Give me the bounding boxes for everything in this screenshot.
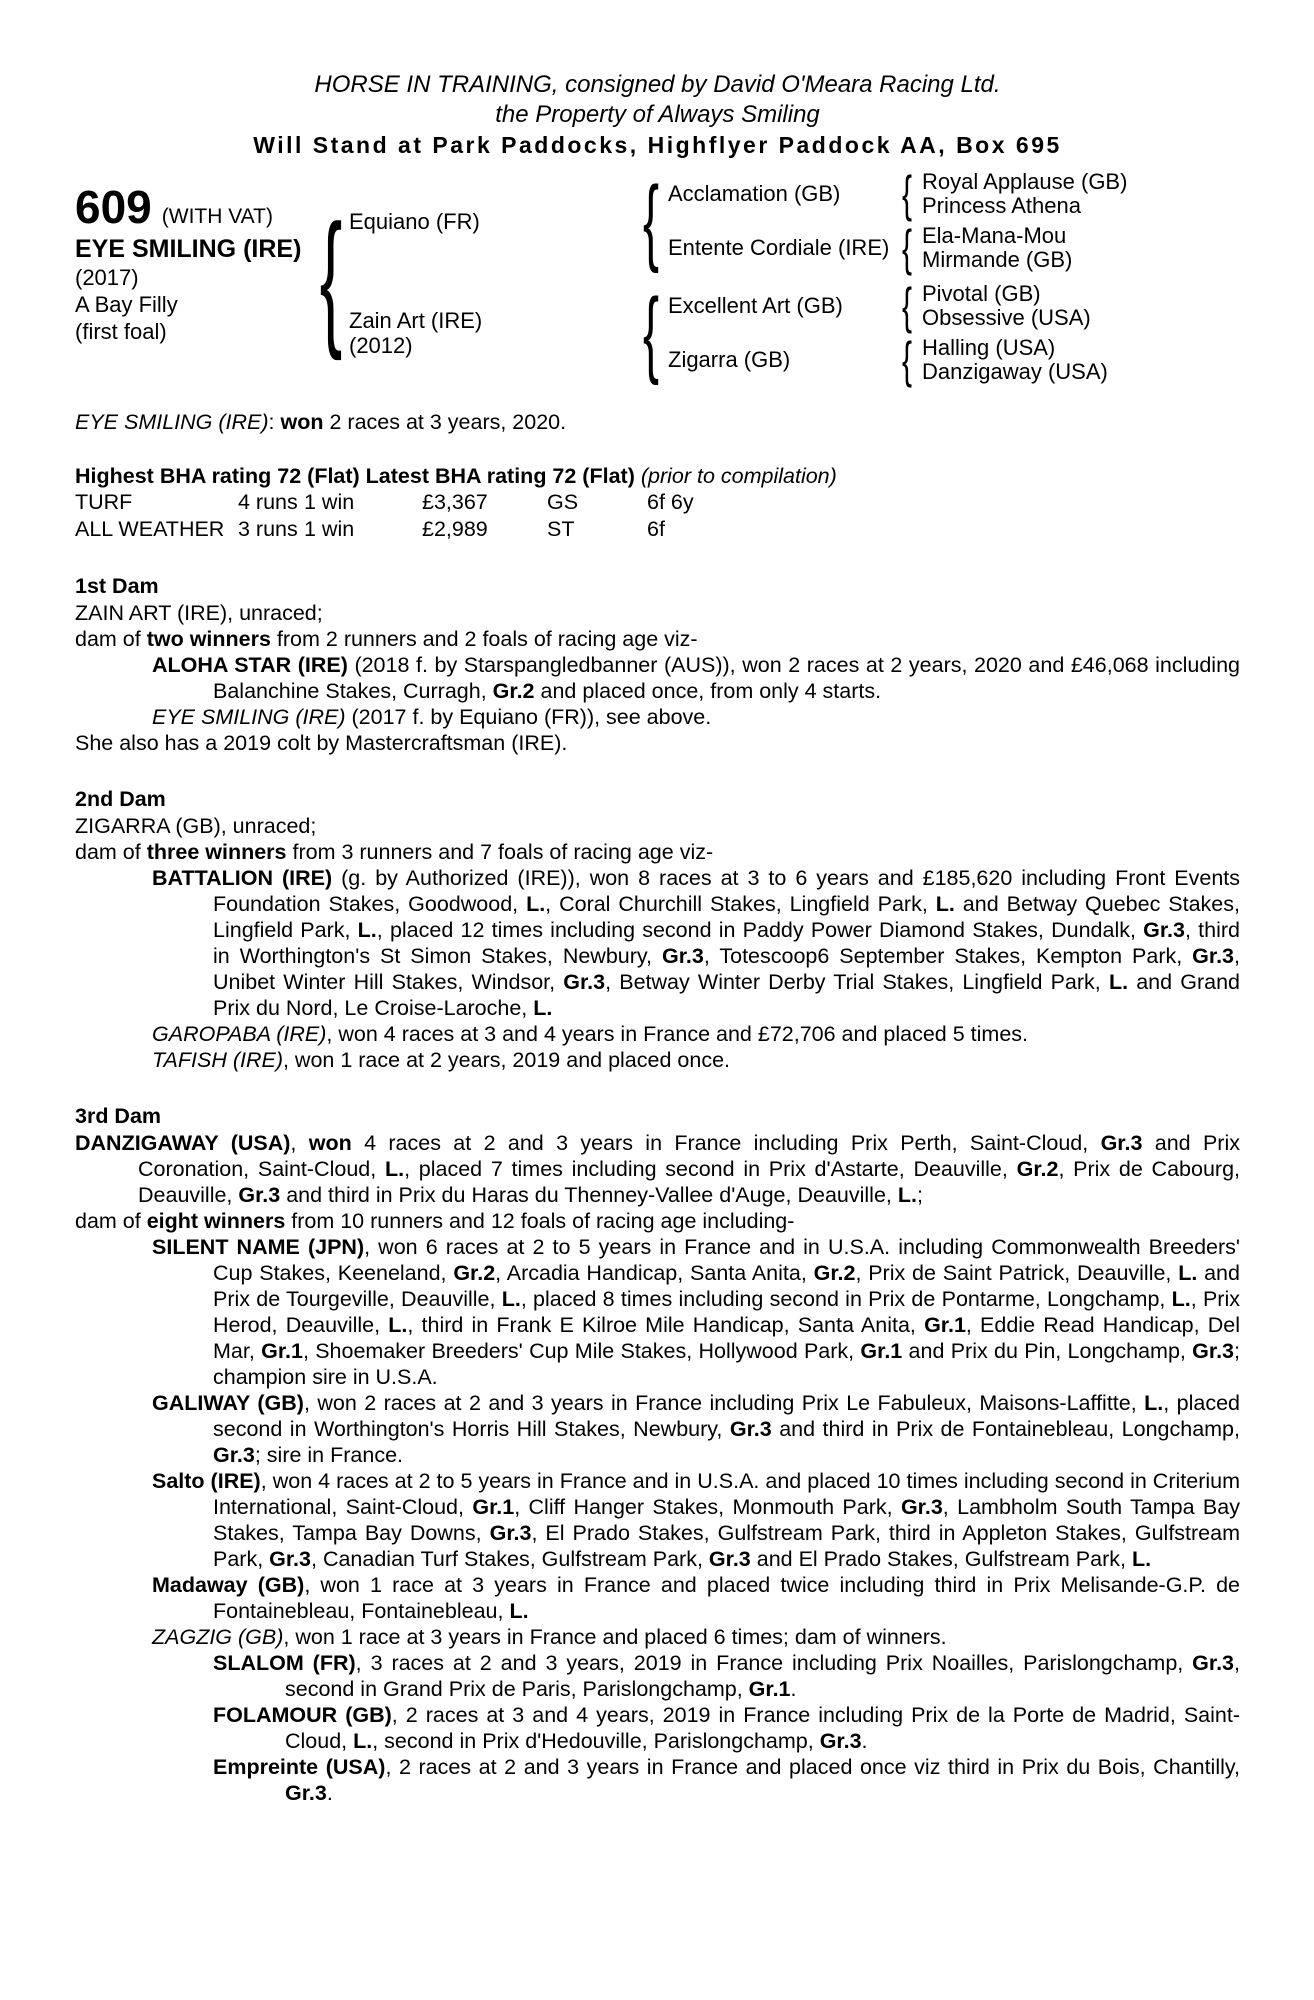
paragraph: She also has a 2019 colt by Mastercraftsman (IRE). (75, 731, 568, 755)
race-summary: EYE SMILING (IRE): won 2 races at 3 years, 2020. (75, 410, 567, 434)
property-line: the Property of Always Smiling (495, 101, 820, 128)
ancestor-name: Danzigaway (USA) (922, 359, 1108, 384)
sire-parents (668, 169, 1127, 273)
dam-sire-branch (668, 281, 1108, 331)
paragraph: SLALOM (FR), 3 races at 2 and 3 years, 2019 in France including Prix Noailles, Parislongchamp, Gr.3, second in Grand Prix de Paris, Parislongchamp, Gr.1. (213, 1651, 1240, 1701)
dam-dam-parents-brace (900, 335, 913, 385)
distance-cell: 6f (647, 517, 665, 541)
paragraph: ZAIN ART (IRE), unraced; (75, 601, 323, 625)
sire-dam-parents-brace (900, 223, 913, 273)
dam-sire-name: Excellent Art (GB) (668, 293, 843, 318)
earnings-cell: £3,367 (422, 490, 488, 514)
paragraph: Empreinte (USA), 2 races at 2 and 3 years in France and placed once viz third in Prix du Bois, Chantilly, Gr.3. (213, 1755, 1240, 1805)
distance-cell: 6f 6y (647, 490, 694, 514)
surface-cell: TURF (75, 490, 133, 514)
vat-note: (WITH VAT) (161, 205, 273, 228)
wins-cell: 1 win (304, 517, 355, 541)
sire-sire-parents-brace (900, 169, 913, 219)
section-3rd-dam (75, 1103, 1240, 1806)
horse-description: A Bay Filly (75, 292, 178, 317)
pedigree-branches (349, 169, 1127, 385)
paragraph: EYE SMILING (IRE) (2017 f. by Equiano (FR)), see above. (152, 705, 712, 729)
ancestor-name: Pivotal (GB) (922, 281, 1041, 306)
sire-parents-brace (643, 173, 660, 269)
sire-dam-branch (668, 223, 1127, 273)
table-row (75, 489, 1240, 516)
dam-sire-parents (922, 282, 1091, 330)
dam-sire-parents-brace (900, 281, 913, 331)
lot-info (75, 169, 313, 345)
surface-cell: ALL WEATHER (75, 517, 225, 541)
dam-name-block (349, 308, 634, 358)
wins-cell: 1 win (304, 490, 355, 514)
paragraph: dam of three winners from 3 runners and 7 foals of racing age viz- (75, 840, 714, 864)
going-cell: GS (547, 490, 579, 514)
paragraph: FOLAMOUR (GB), 2 races at 3 and 4 years, 2019 in France including Prix de la Porte de Madrid, Saint-Cloud, L., second in Prix d'Hedouville, Parislongchamp, Gr.3. (213, 1703, 1241, 1753)
ancestor-name: Mirmande (GB) (922, 247, 1073, 272)
horse-name: EYE SMILING (IRE) (75, 235, 302, 263)
paragraph: Salto (IRE), won 4 races at 2 to 5 years in France and in U.S.A. and placed 10 times including second in Criterium International, Saint-Cloud, Gr.1, Cliff Hanger Stakes, Monmouth Park, Gr.3, Lambholm South Tampa Bay Stakes, Tampa Bay Downs, Gr.3, El Prado Stakes, Gulfstream Park, third in Appleton Stakes, Gulfstream Park, Gr.3, Canadian Turf Stakes, Gulfstream Park, Gr.3 and El Prado Stakes, Gulfstream Park, L. (152, 1469, 1240, 1571)
section-title: 1st Dam (75, 574, 159, 598)
ancestor-name: Princess Athena (922, 193, 1081, 218)
paragraph: TAFISH (IRE), won 1 race at 2 years, 2019 and placed once. (152, 1048, 731, 1072)
lot-number-row (75, 183, 313, 231)
paragraph: Madaway (GB), won 1 race at 3 years in France and placed twice including third in Prix Melisande-G.P. de Fontainebleau, Fontainebleau, L. (152, 1573, 1240, 1623)
sire-branch (349, 169, 1127, 273)
gen1-brace (323, 202, 339, 352)
paragraph: ZAGZIG (GB), won 1 race at 3 years in France and placed 6 times; dam of winners. (152, 1625, 947, 1649)
foaling-year: (2017) (75, 265, 139, 290)
earnings-cell: £2,989 (422, 517, 488, 541)
race-record (75, 409, 1240, 543)
dam-year: (2012) (349, 333, 413, 358)
paragraph: SILENT NAME (JPN), won 6 races at 2 to 5 years in France and in U.S.A. including Commonwealth Breeders' Cup Stakes, Keeneland, Gr.2, Arcadia Handicap, Santa Anita, Gr.2, Prix de Saint Patrick, Deauville, L. and Prix de Tourgeville, Deauville, L., placed 8 times including second in Prix de Pontarme, Longchamp, L., Prix Herod, Deauville, L., third in Frank E Kilroe Mile Handicap, Santa Anita, Gr.1, Eddie Read Handicap, Del Mar, Gr.1, Shoemaker Breeders' Cup Mile Stakes, Hollywood Park, Gr.1 and Prix du Pin, Longchamp, Gr.3; champion sire in U.S.A. (152, 1235, 1241, 1389)
paragraph: BATTALION (IRE) (g. by Authorized (IRE)), won 8 races at 3 to 6 years and £185,620 including Front Events Foundation Stakes, Goodwood, L., Coral Churchill Stakes, Lingfield Park, L. and Betway Quebec Stakes, Lingfield Park, L., placed 12 times including second in Paddy Power Diamond Stakes, Dundalk, Gr.3, third in Worthington's St Simon Stakes, Newbury, Gr.3, Totescoop6 September Stakes, Kempton Park, Gr.3, Unibet Winter Hill Stakes, Windsor, Gr.3, Betway Winter Derby Trial Stakes, Lingfield Park, L. and Grand Prix du Nord, Le Croise-Laroche, L. (152, 866, 1240, 1020)
paragraph: DANZIGAWAY (USA), won 4 races at 2 and 3 years in France including Prix Perth, Saint-Cloud, Gr.3 and Prix Coronation, Saint-Cloud, L., placed 7 times including second in Prix d'Astarte, Deauville, Gr.2, Prix de Cabourg, Deauville, Gr.3 and third in Prix du Haras du Thenney-Vallee d'Auge, Deauville, L.; (75, 1131, 1241, 1207)
dam-dam-parents (922, 336, 1108, 384)
foal-note: (first foal) (75, 319, 167, 344)
section-title: 3rd Dam (75, 1104, 162, 1128)
paragraph: dam of two winners from 2 runners and 2 foals of racing age viz- (75, 627, 698, 651)
ancestor-name: Obsessive (USA) (922, 305, 1091, 330)
race-record-table (75, 489, 1240, 543)
dam-parents-brace (643, 285, 660, 381)
pedigree-tree (313, 169, 1127, 385)
paragraph: GAROPABA (IRE), won 4 races at 3 and 4 years in France and £72,706 and placed 5 times. (152, 1022, 1028, 1046)
sire-dam-name: Entente Cordiale (IRE) (668, 235, 890, 260)
paragraph: ZIGARRA (GB), unraced; (75, 814, 317, 838)
going-cell: ST (547, 517, 575, 541)
sire-name: Equiano (FR) (349, 208, 480, 234)
paragraph: ALOHA STAR (IRE) (2018 f. by Starspangledbanner (AUS)), won 2 races at 2 years, 2020 and £46,068 including Balanchine Stakes, Curragh, Gr.2 and placed once, from only 4 starts. (152, 653, 1240, 703)
dam-branch (349, 281, 1127, 385)
section-title: 2nd Dam (75, 787, 166, 811)
ancestor-name: Royal Applause (GB) (922, 169, 1128, 194)
lot-number: 609 (75, 181, 152, 233)
sire-sire-name: Acclamation (GB) (668, 181, 841, 206)
dam-parents (668, 281, 1108, 385)
dam-dam-branch (668, 335, 1108, 385)
consignor-line: HORSE IN TRAINING, consigned by David O'Meara Racing Ltd. (314, 71, 1001, 98)
table-row (75, 516, 1240, 543)
sire-dam-parents (922, 224, 1072, 272)
dam-name: Zain Art (IRE) (349, 308, 483, 333)
paragraph: GALIWAY (GB), won 2 races at 2 and 3 years in France including Prix Le Fabuleux, Maisons-Laffitte, L., placed second in Worthington's Horris Hill Stakes, Newbury, Gr.3 and third in Prix de Fontainebleau, Longchamp, Gr.3; sire in France. (152, 1391, 1240, 1467)
sire-sire-parents (922, 170, 1127, 218)
bha-rating-line: Highest BHA rating 72 (Flat) Latest BHA rating 72 (Flat) (prior to compilation) (75, 464, 837, 488)
runs-cell: 4 runs (238, 490, 298, 514)
ancestor-name: Halling (USA) (922, 335, 1056, 360)
section-1st-dam (75, 573, 1240, 756)
section-2nd-dam (75, 786, 1240, 1073)
ancestor-name: Ela-Mana-Mou (922, 223, 1067, 248)
dam-dam-name: Zigarra (GB) (668, 347, 791, 372)
paragraph: dam of eight winners from 10 runners and 12 foals of racing age including- (75, 1209, 795, 1233)
stand-location-line: Will Stand at Park Paddocks, Highflyer Paddock AA, Box 695 (253, 132, 1062, 158)
runs-cell: 3 runs (238, 517, 298, 541)
pedigree-block (75, 169, 1240, 385)
sire-sire-branch (668, 169, 1127, 219)
page-header (75, 70, 1240, 161)
